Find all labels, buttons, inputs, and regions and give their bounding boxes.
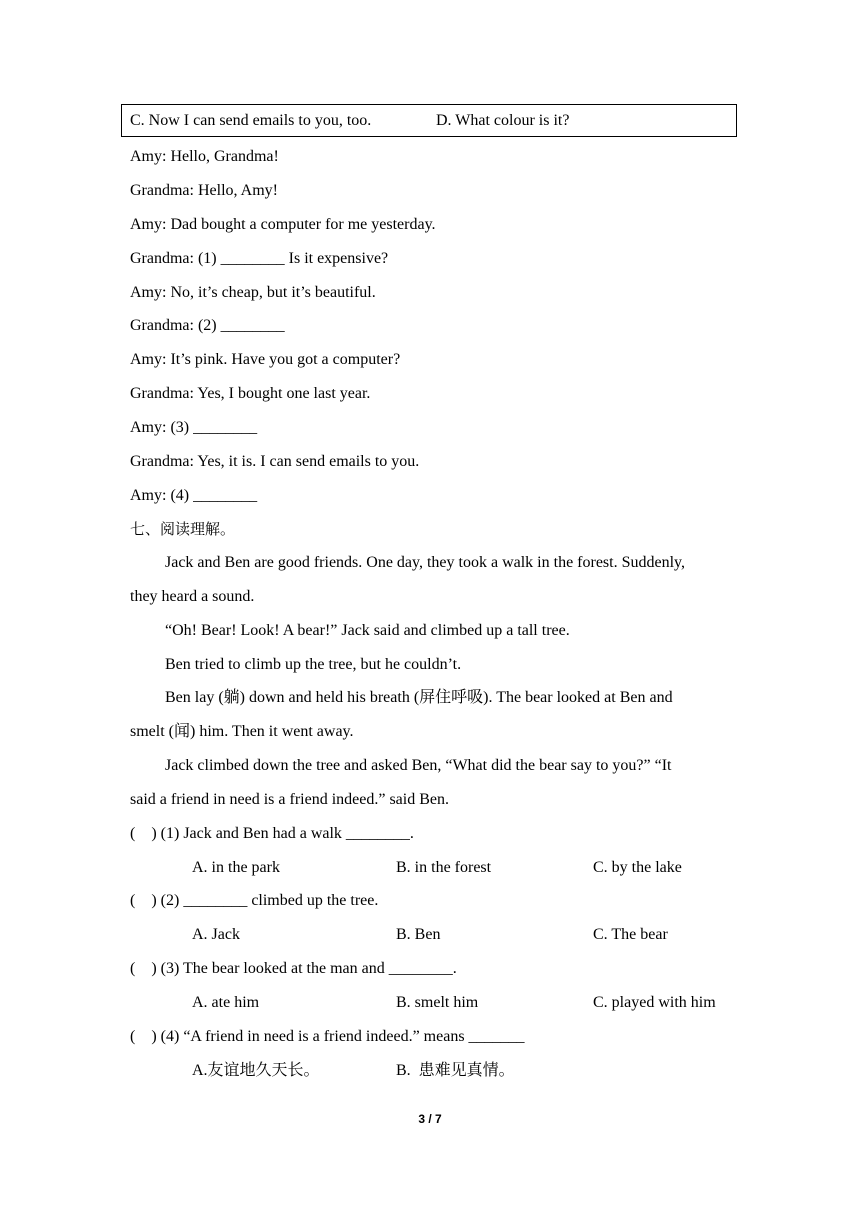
choice-c: C. The bear [593, 926, 668, 943]
question-stem: ( ) (3) The bear looked at the man and ________. [130, 960, 457, 977]
dialogue-line: Grandma: (2) ________ [130, 317, 285, 334]
choice-a: A. Jack [192, 926, 240, 943]
dialogue-line: Amy: Dad bought a computer for me yesterday. [130, 216, 436, 233]
choice-a: A.友谊地久天长。 [192, 1062, 320, 1079]
choice-b: B. 患难见真情。 [396, 1062, 515, 1079]
options-box [121, 104, 737, 137]
dialogue-line: Amy: (3) ________ [130, 419, 258, 436]
passage-line: they heard a sound. [130, 588, 255, 605]
choice-a: A. in the park [192, 859, 280, 876]
option-d: D. What colour is it? [436, 112, 570, 129]
passage-line: Jack climbed down the tree and asked Ben, “What did the bear say to you?” “It [165, 757, 672, 774]
passage-line: Jack and Ben are good friends. One day, they took a walk in the forest. Suddenly, [165, 554, 686, 571]
passage-line: “Oh! Bear! Look! A bear!” Jack said and climbed up a tall tree. [165, 622, 570, 639]
choice-a: A. ate him [192, 994, 260, 1011]
option-c: C. Now I can send emails to you, too. [130, 112, 372, 129]
choice-b: B. smelt him [396, 994, 479, 1011]
page-number: 3 / 7 [418, 1112, 442, 1126]
choice-b: B. in the forest [396, 859, 492, 876]
choice-c: C. by the lake [593, 859, 682, 876]
dialogue-line: Grandma: Yes, it is. I can send emails to you. [130, 453, 420, 470]
passage-line: Ben tried to climb up the tree, but he couldn’t. [165, 656, 462, 673]
passage-line: smelt (闻) him. Then it went away. [130, 723, 354, 740]
passage-line: said a friend in need is a friend indeed.” said Ben. [130, 791, 449, 808]
dialogue-line: Amy: Hello, Grandma! [130, 148, 279, 165]
dialogue-line: Amy: It’s pink. Have you got a computer? [130, 351, 401, 368]
dialogue-line: Grandma: (1) ________ Is it expensive? [130, 250, 389, 267]
question-stem: ( ) (4) “A friend in need is a friend indeed.” means _______ [130, 1028, 525, 1045]
choice-b: B. Ben [396, 926, 441, 943]
choice-c: C. played with him [593, 994, 716, 1011]
section-title: 七、阅读理解。 [130, 520, 236, 538]
passage-line: Ben lay (躺) down and held his breath (屏住呼吸). The bear looked at Ben and [165, 689, 673, 706]
question-stem: ( ) (2) ________ climbed up the tree. [130, 892, 379, 909]
dialogue-line: Amy: (4) ________ [130, 487, 258, 504]
dialogue-line: Grandma: Hello, Amy! [130, 182, 278, 199]
dialogue-line: Amy: No, it’s cheap, but it’s beautiful. [130, 284, 376, 301]
dialogue-line: Grandma: Yes, I bought one last year. [130, 385, 371, 402]
question-stem: ( ) (1) Jack and Ben had a walk ________. [130, 825, 414, 842]
